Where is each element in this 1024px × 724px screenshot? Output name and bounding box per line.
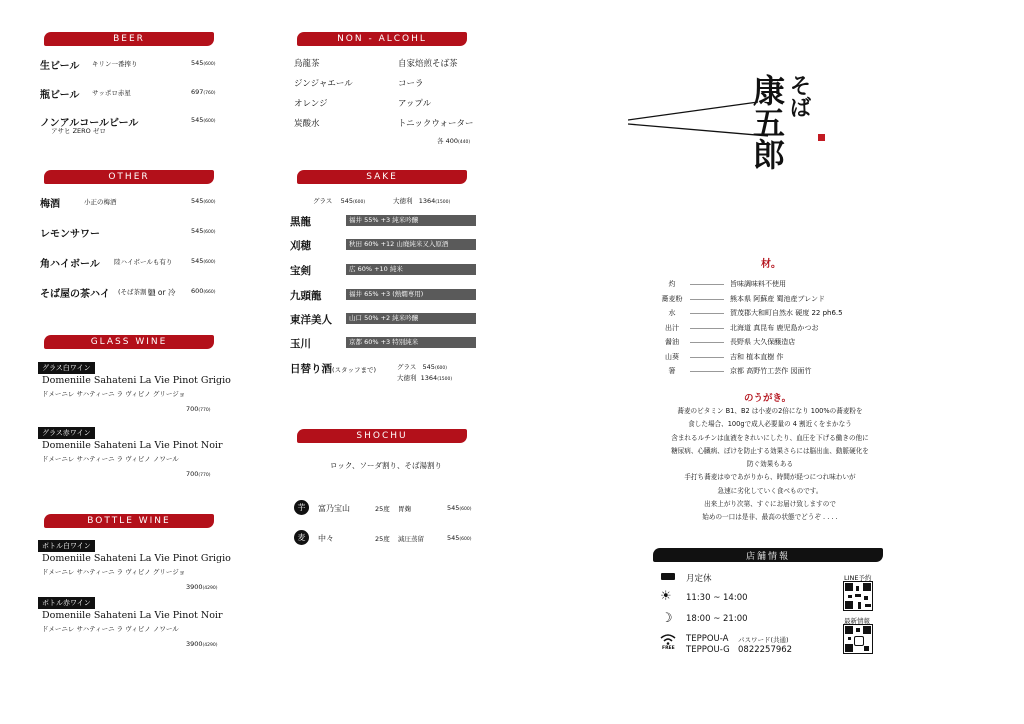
shochu-header: SHOCHU (297, 429, 467, 443)
other-item-price: 545(600) (191, 227, 216, 235)
shochu-item-abv: 25度 (375, 505, 390, 513)
sake-item-name: 宝剣 (290, 265, 311, 277)
non-alcohol-item: トニックウォーター (398, 119, 474, 129)
sake-tokkuri-price: 大徳利 1364(1500) (393, 197, 451, 205)
glass-wine-name: Domeniile Sahateni La Vie Pinot Noir (42, 440, 223, 451)
ingredient-divider (690, 313, 724, 314)
sake-item-name: 黒龍 (290, 216, 311, 228)
non-alcohol-item: ジンジャエール (294, 79, 353, 89)
other-item-price: 600(660) (191, 287, 216, 295)
daily-sake-tokkuri: 大徳利 1364(1500) (397, 374, 453, 382)
non-alcohol-item: コーラ (398, 79, 424, 89)
notes-line: 始めの一口は是非、最高の状態でどうぞ . . . . (702, 513, 838, 522)
glass-wine-price: 700(770) (186, 405, 211, 413)
logo-soba: そば (786, 74, 812, 118)
sake-item-detail: 福井 55% +3 純米吟醸 (346, 215, 476, 226)
non-alcohol-item: 自家焙煎そば茶 (398, 59, 458, 69)
ingredient-key: 醤油 (665, 338, 679, 346)
ingredient-value: 熊本県 阿蘇産 蜀池産ブレンド (730, 295, 825, 303)
sake-header: SAKE (297, 170, 467, 184)
store-lunch-hours: 11:30 ~ 14:00 (686, 593, 748, 603)
ingredient-key: 箸 (668, 367, 676, 375)
news-label: 最新情報 (844, 617, 870, 625)
bottle-wine-name: Domeniile Sahateni La Vie Pinot Grigio (42, 553, 231, 564)
non-alcohol-item: アップル (398, 99, 432, 109)
ingredient-value: 吉和 植本直樹 作 (730, 353, 784, 361)
other-item-sub: 陸ハイボールも有り (114, 258, 173, 266)
daily-sake-glass: グラス 545(600) (397, 363, 448, 371)
other-item-sub: 小正の梅酒 (84, 198, 117, 206)
shochu-item-name: 富乃宝山 (318, 504, 350, 513)
ingredient-key: 蕎麦粉 (661, 295, 683, 303)
glass-wine-kana: ドメーニレ サハティーニ ラ ヴィビノ ノワール (42, 455, 179, 463)
shochu-note: ロック、ソーダ割り、そば湯割り (330, 461, 443, 470)
beer-item-price: 545(600) (191, 59, 216, 67)
ingredient-divider (690, 371, 724, 372)
notes-line: 急速に劣化していく食べものです。 (717, 486, 823, 495)
logo-seal-icon (818, 134, 825, 141)
line-reserve-label: LINE予約 (844, 574, 872, 582)
glass-wine-tag: グラス白ワイン (38, 362, 95, 374)
ingredient-divider (690, 328, 724, 329)
glass-wine-name: Domeniile Sahateni La Vie Pinot Grigio (42, 375, 231, 386)
other-item-name: レモンサワー (40, 229, 100, 240)
ingredient-divider (690, 342, 724, 343)
ingredient-divider (690, 284, 724, 285)
sake-item-detail: 秋田 60% +12 山廃純米又入原酒 (346, 239, 476, 250)
sake-item-detail: 京都 60% +3 特別純米 (346, 337, 476, 348)
beer-item-name: ノンアルコールビール (40, 118, 139, 129)
sake-item-name: 玉川 (290, 338, 311, 350)
bottle-wine-kana: ドメーニレ サハティーニ ラ ヴィビノ グリージョ (42, 568, 186, 576)
notes-body (636, 405, 904, 525)
sake-item-name: 刈穂 (290, 240, 311, 252)
notes-title: のうがき。 (744, 393, 792, 404)
notes-line: 蕎麦のビタミン B1、B2 は小麦の2倍になり 100%の蕎麦粉を (677, 407, 863, 415)
shochu-badge-icon: 麦 (294, 530, 309, 545)
store-holiday: 月定休 (686, 574, 712, 584)
shochu-item-price: 545(600) (447, 504, 472, 512)
other-header: OTHER (44, 170, 214, 184)
sake-item-detail: 山口 50% +2 純米吟醸 (346, 313, 476, 324)
bottle-wine-tag: ボトル赤ワイン (38, 597, 95, 609)
shochu-item-name: 中々 (318, 534, 334, 543)
shochu-item-type: 胃麹 (398, 505, 411, 513)
other-item-price: 545(600) (191, 257, 216, 265)
ingredient-key: 山葵 (665, 353, 679, 361)
notes-line: 含まれるルチンは血液をきれいにしたり、血圧を下げる働きの他に (671, 433, 869, 442)
beer-header: BEER (44, 32, 214, 46)
beer-item-name: 生ビール (40, 61, 80, 72)
glass-wine-price: 700(770) (186, 470, 211, 478)
ingredient-key: 灼 (668, 280, 676, 288)
line-qr-code-icon[interactable] (843, 581, 873, 611)
ingredient-value: 京都 高野竹工芸作 図面竹 (730, 367, 812, 375)
bottle-wine-price: 3900(4290) (186, 583, 218, 591)
beer-item-sub: サッポロ赤星 (92, 89, 131, 97)
ingredient-value: 長野県 大久保醸造店 (730, 338, 796, 346)
beer-item-sub: アサヒ ZERO ゼロ (51, 127, 106, 135)
bottle-wine-name: Domeniile Sahateni La Vie Pinot Noir (42, 610, 223, 621)
store-dinner-hours: 18:00 ~ 21:00 (686, 614, 748, 624)
logo-name: 康五郎 (748, 74, 786, 170)
notes-line: 防ぐ効果もある (746, 460, 794, 469)
notes-line: 糖尿病、心臓病、ぼけを防止する効果さらには脳出血、動脈硬化を (671, 446, 869, 455)
notes-line: 食した場合、100gで成人必要量の 4 割近くをまかなう (688, 420, 852, 429)
non-alcohol-header: NON - ALCOHL (297, 32, 467, 46)
wifi-free-label: FREE (662, 646, 675, 651)
wifi-icon (660, 634, 676, 645)
ingredient-value: 北海道 真昆布 鹿児島かつお (730, 324, 819, 332)
non-alcohol-price: 各 400(440) (437, 137, 471, 145)
ingredient-divider (690, 299, 724, 300)
other-item-name: そば屋の茶ハイ (40, 289, 110, 300)
wifi-ssid-a: TEPPOU-A (686, 634, 729, 644)
bottle-wine-price: 3900(4290) (186, 640, 218, 648)
sake-item-name: 東洋美人 (290, 314, 332, 326)
bottle-wine-kana: ドメーニレ サハティーニ ラ ヴィビノ ノワール (42, 625, 179, 633)
other-item-name: 角ハイボール (40, 259, 100, 270)
shochu-item-type: 減圧蒸留 (398, 535, 424, 543)
wifi-password-label: パスワード(共通) (738, 636, 789, 644)
shochu-badge-icon: 芋 (294, 500, 309, 515)
notes-line: 出来上がり次第、すぐにお届け致しますので (704, 500, 836, 509)
non-alcohol-item: オレンジ (294, 99, 328, 109)
glass-wine-kana: ドメーニレ サハティーニ ラ ヴィビノ グリージョ (42, 390, 186, 398)
beer-item-price: 545(600) (191, 116, 216, 124)
sake-glass-price: グラス 545(600) (313, 197, 366, 205)
daily-sake-name: 日替り酒(スタッフまで) (290, 363, 377, 375)
store-header: 店舗情報 (653, 548, 883, 562)
non-alcohol-item: 烏龍茶 (294, 59, 320, 69)
ingredient-value: 賀茂郡大和町自然水 硬度 22 ph6.5 (730, 309, 843, 317)
other-item-sub: (そば茶割り) (118, 288, 156, 296)
ingredients-title: 材。 (761, 259, 781, 270)
bottle-wine-header: BOTTLE WINE (44, 514, 214, 528)
shochu-item-price: 545(600) (447, 534, 472, 542)
other-item-price: 545(600) (191, 197, 216, 205)
non-alcohol-item: 炭酸水 (294, 119, 320, 129)
beer-item-sub: キリン一番搾り (92, 60, 138, 68)
glass-wine-tag: グラス赤ワイン (38, 427, 95, 439)
other-item-sub2: 温 or 冷 (148, 288, 176, 297)
ingredient-key: 出汁 (665, 324, 679, 332)
ingredient-key: 水 (668, 309, 676, 317)
chopsticks-icon (628, 100, 768, 140)
news-qr-code-icon[interactable] (843, 624, 873, 654)
wifi-password: 0822257962 (738, 645, 793, 655)
ingredient-divider (690, 357, 724, 358)
other-item-name: 梅酒 (40, 199, 60, 210)
beer-item-price: 697(760) (191, 88, 216, 96)
ingredient-value: 旨味調味料不使用 (730, 280, 786, 288)
wifi-ssid-g: TEPPOU-G (686, 645, 730, 655)
shochu-item-abv: 25度 (375, 535, 390, 543)
sun-icon: ☀ (660, 589, 672, 604)
glass-wine-header: GLASS WINE (44, 335, 214, 349)
sake-item-detail: 福井 65% +3 (熱燗専用) (346, 289, 476, 300)
bottle-wine-tag: ボトル白ワイン (38, 540, 95, 552)
sake-item-name: 九頭龍 (290, 290, 322, 302)
moon-icon: ☽ (661, 611, 673, 626)
notes-line: 手打ち蕎麦はゆであがりから、時間が経つにつれ味わいが (684, 473, 856, 482)
sake-item-detail: 広 60% +10 純米 (346, 264, 476, 275)
beer-item-name: 瓶ビール (40, 90, 80, 101)
calendar-icon (661, 573, 675, 580)
